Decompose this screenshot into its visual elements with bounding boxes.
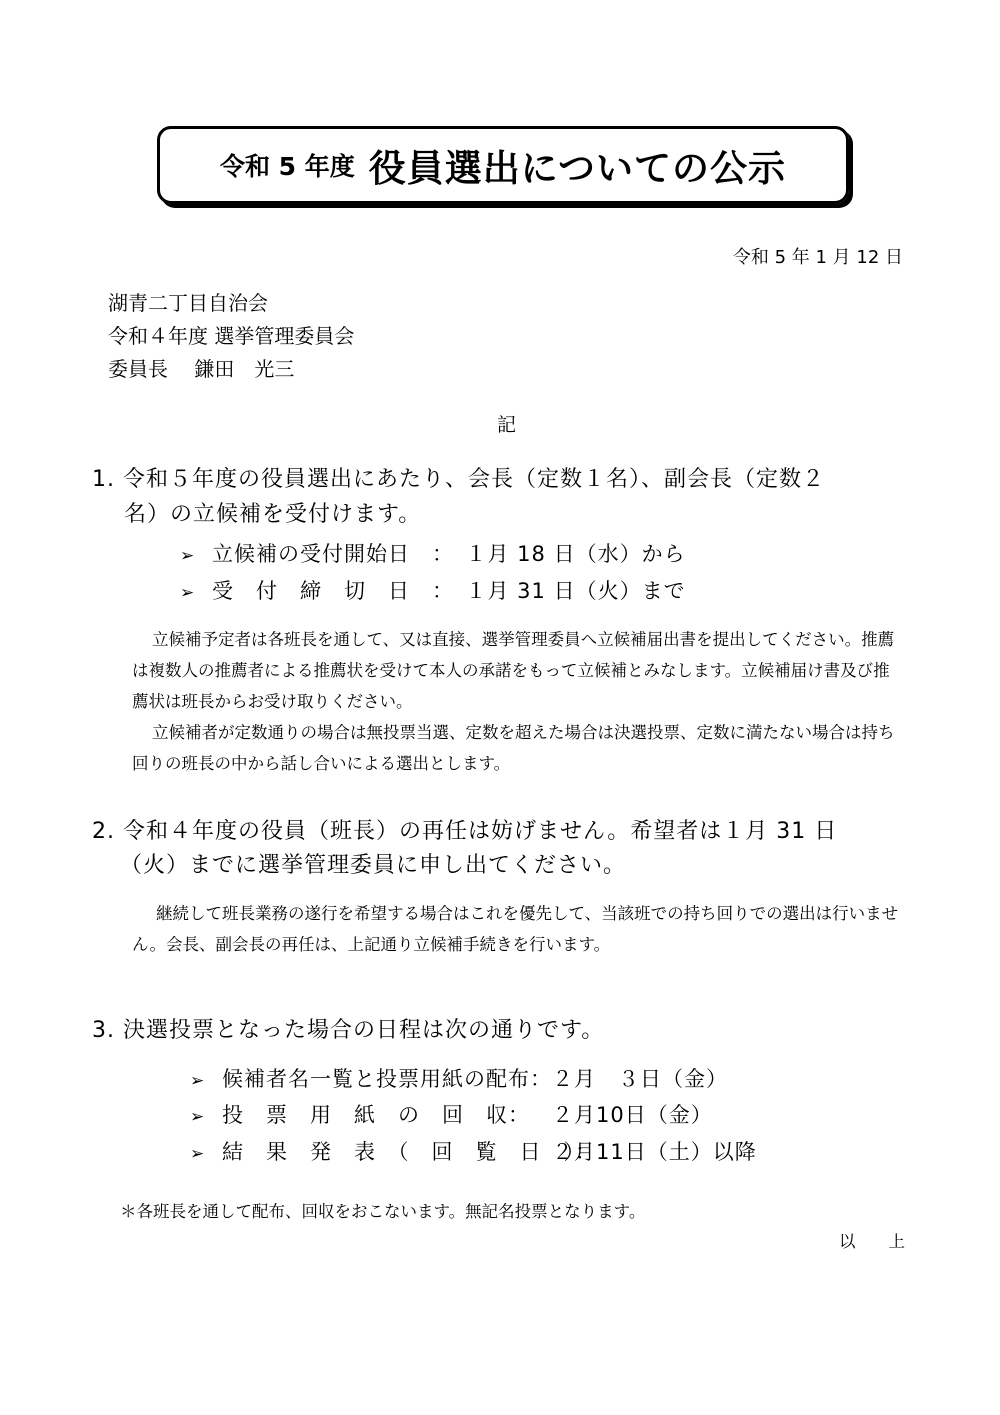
section1-paragraph2: 立候補者が定数通りの場合は無投票当選、定数を超えた場合は決選投票、定数に満たない場合は持ち回りの班長の中から話し合いによる選出とします。 <box>132 723 895 773</box>
footnote: ＊各班長を通して配布、回収をおこないます。無記名投票となります。 <box>120 1202 646 1221</box>
bullet-text: 受 付 締 切 日 ： １月 31 日（火）まで <box>212 579 686 603</box>
schedule-label: 候補者名一覧と投票用紙の配布： <box>222 1067 552 1091</box>
section2-line2: （火）までに選挙管理委員に申し出てください。 <box>120 853 627 878</box>
page-title: 役員選出についての公示 <box>368 147 787 190</box>
list-item <box>180 575 686 605</box>
arrow-bullet-icon: ➢ <box>190 1107 206 1127</box>
arrow-bullet-icon: ➢ <box>180 546 196 566</box>
schedule-date: ２月10日（金） <box>552 1103 713 1127</box>
schedule-date: ２月11日（土）以降 <box>552 1140 757 1164</box>
section2-paragraph: 継続して班長業務の遂行を希望する場合はこれを優先して、当該班での持ち回りでの選出は行いません。会長、副会長の再任は、上記通り立候補手続きを行います。 <box>132 904 899 954</box>
section1-paragraph1: 立候補予定者は各班長を通して、又は直接、選挙管理委員へ立候補届出書を提出してください。推薦は複数人の推薦者による推薦状を受けて本人の承諾をもって立候補とみなします。立候補届け書及び推薦状は班長からお受け取りください。 <box>132 630 895 711</box>
section1-line1: 1. 令和５年度の役員選出にあたり、会長（定数１名）、副会長（定数２ <box>92 467 825 492</box>
closing-text: 以 上 <box>839 1232 905 1251</box>
list-item <box>190 1063 728 1093</box>
arrow-bullet-icon: ➢ <box>190 1144 206 1164</box>
bullet-text: 立候補の受付開始日 ： １月 18 日（水）から <box>212 542 686 566</box>
notice-date: 令和 5 年 1 月 12 日 <box>732 247 903 268</box>
issuer-chairperson: 委員長 鎌田 光三 <box>108 357 295 381</box>
section1-line2: 名）の立候補を受付けます。 <box>124 502 422 527</box>
title-box <box>157 126 849 204</box>
list-item <box>190 1099 713 1129</box>
ki-heading: 記 <box>497 414 517 436</box>
list-item <box>180 538 686 568</box>
issuer-organization: 湖青二丁目自治会 <box>108 291 268 315</box>
issuer-committee: 令和４年度 選挙管理委員会 <box>108 324 355 348</box>
arrow-bullet-icon: ➢ <box>190 1071 206 1091</box>
section3-line1: 3. 決選投票となった場合の日程は次の通りです。 <box>92 1018 605 1043</box>
schedule-label: 結 果 発 表 （ 回 覧 日 ）： <box>222 1140 597 1164</box>
arrow-bullet-icon: ➢ <box>180 583 196 603</box>
schedule-label: 投 票 用 紙 の 回 収： <box>222 1103 530 1127</box>
list-item <box>190 1136 757 1166</box>
schedule-date: ２月 ３日（金） <box>552 1067 728 1091</box>
title-year: 令和 5 年度 <box>219 152 355 181</box>
section2-line1: 2. 令和４年度の役員（班長）の再任は妨げません。希望者は１月 31 日 <box>92 819 838 844</box>
